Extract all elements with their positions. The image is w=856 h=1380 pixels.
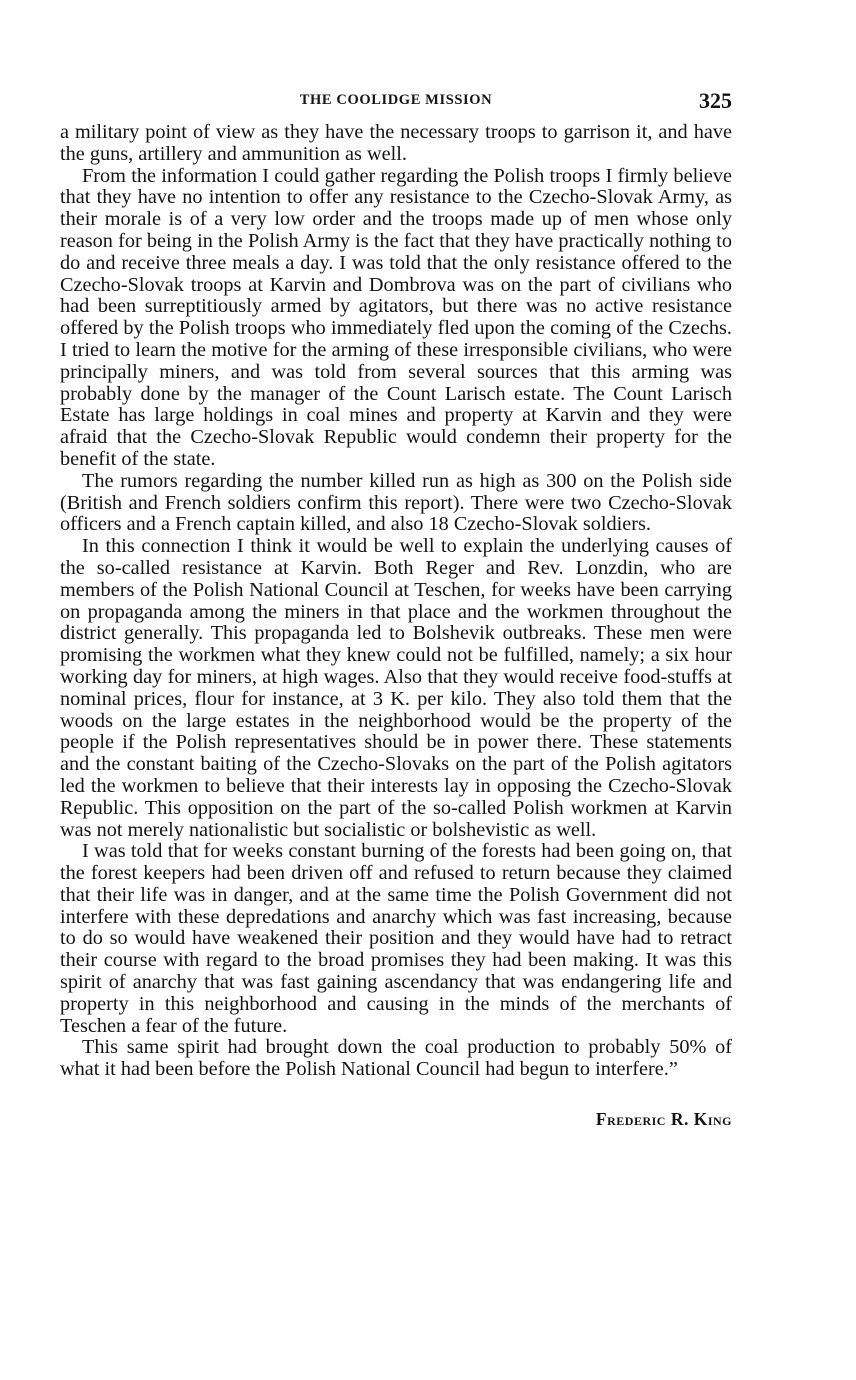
paragraph: This same spirit had brought down the coal production to probably 50% of what it had been before the Polish National Council had begun to interfere.” xyxy=(60,1036,732,1081)
body-text xyxy=(60,122,732,1081)
paragraph: I was told that for weeks constant burning of the forests had been going on, that the forest keepers had been driven off and refused to return because they claimed that their life was in danger, and at the same time the Polish Government did not interfere with these depredations and anarchy which was fast increasing, because to do so would have weakened their position and they would have had to retract their course with regard to the broad promises they had been making. It was this spirit of anarchy that was fast gaining ascendancy that was endangering life and property in this neighborhood and causing in the minds of the merchants of Teschen a fear of the future. xyxy=(60,840,732,1037)
paragraph: From the information I could gather regarding the Polish troops I firmly believe that they have no intention to offer any resistance to the Czecho-Slovak Army, as their morale is of a very low order and the troops made up of men whose only reason for being in the Polish Army is the fact that they have practically nothing to do and receive three meals a day. I was told that the only resistance offered to the Czecho-Slovak troops at Karvin and Dombrova was on the part of civilians who had been surreptitiously armed by agitators, but there was no active resistance offered by the Polish troops who immediately fled upon the coming of the Czechs. I tried to learn the motive for the arming of these irresponsible civilians, who were principally miners, and was told from several sources that this arming was probably done by the manager of the Count Larisch estate. The Count Larisch Estate has large holdings in coal mines and property at Karvin and they were afraid that the Czecho-Slovak Republic would condemn their property for the benefit of the state. xyxy=(60,164,732,470)
running-title: THE COOLIDGE MISSION xyxy=(299,92,493,108)
document-page xyxy=(60,88,732,1130)
page-number: 325 xyxy=(699,88,732,113)
paragraph: In this connection I think it would be well to explain the underlying causes of the so-called resistance at Karvin. Both Reger and Rev. Lonzdin, who are members of the Polish National Council at Teschen, for weeks have been carrying on propaganda among the miners in that place and the workmen throughout the district generally. This propaganda led to Bolshevik outbreaks. These men were promising the workmen what they knew could not be fulfilled, namely; a six hour working day for miners, at high wages. Also that they would receive food-stuffs at nominal prices, flour for instance, at 3 K. per kilo. They also told them that the woods on the large estates in the neighborhood would be the property of the people if the Polish representatives should be in power there. These statements and the constant baiting of the Czecho-Slovaks on the part of the Polish agitators led the workmen to believe that their interests lay in opposing the Czecho-Slovak Republic. This opposition on the part of the so-called Polish workmen at Karvin was not merely nationalistic but socialistic or bolshevistic as well. xyxy=(60,535,732,841)
paragraph-continued: a military point of view as they have the necessary troops to garrison it, and have the guns, artillery and ammunition as well. xyxy=(60,121,732,165)
running-head xyxy=(60,88,732,118)
signature: Frederic R. King xyxy=(595,1109,732,1130)
paragraph: The rumors regarding the number killed run as high as 300 on the Polish side (British and French soldiers confirm this report). There were two Czecho-Slovak officers and a French captain killed, and also 18 Czecho-Slovak soldiers. xyxy=(60,469,732,536)
